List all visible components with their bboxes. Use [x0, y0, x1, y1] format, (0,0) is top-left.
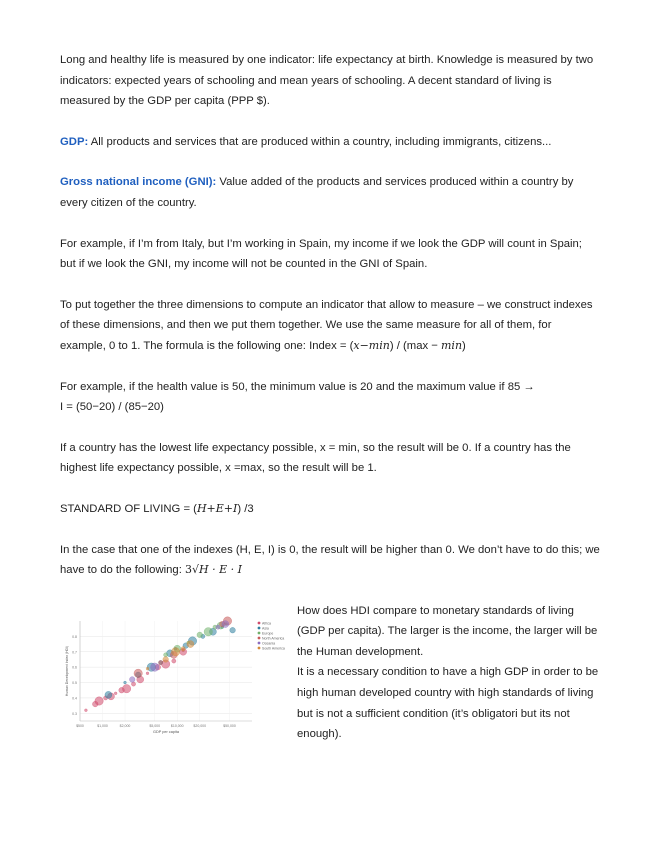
geometric-mean-text: In the case that one of the indexes (H, E, I) is 0, the result will be higher than 0. We don’t have to do this; we have to do the following: — [60, 543, 600, 577]
y-tick-label: 0.6 — [72, 665, 77, 670]
y-axis-label: Human Development Index (HDI) — [65, 645, 69, 696]
paragraph-gdp-gni-example: For example, if I’m from Italy, but I’m working in Spain, my income if we look the GDP will count in Spain; but if we look the GNI, my income will not be counted in the GNI of Spain. — [60, 237, 582, 271]
data-point — [146, 667, 149, 670]
caption-paragraph-2: It is a necessary condition to have a high GDP in order to be high human developed country with high standards of living but is not a sufficient condition (it’s obligatori but its not enough). — [297, 666, 599, 741]
formula-end: ) — [462, 339, 466, 352]
data-point — [216, 625, 220, 629]
data-point — [146, 672, 149, 675]
legend-label: Europe — [262, 630, 274, 635]
data-point — [134, 669, 142, 677]
legend-label: Africa — [262, 620, 271, 625]
y-tick-label: 0.5 — [72, 680, 77, 685]
x-tick-label: $2,000 — [119, 723, 131, 728]
y-tick-label: 0.7 — [72, 649, 77, 654]
data-point — [129, 676, 135, 682]
legend-marker — [258, 636, 261, 639]
paragraph-gdp — [60, 132, 600, 153]
data-point — [114, 692, 117, 695]
figure-row — [60, 601, 600, 751]
standard-of-living-formula: H+E+I — [196, 501, 238, 515]
data-point — [122, 684, 130, 692]
paragraph-gni — [60, 172, 600, 213]
legend-label: South America — [262, 645, 285, 650]
data-point — [105, 691, 112, 698]
gni-definition: Value added of the products and services produced within a country by every citizen of the country. — [60, 176, 574, 209]
y-tick-label: 0.3 — [72, 711, 77, 716]
figure-caption — [297, 601, 600, 745]
data-point — [163, 656, 169, 662]
y-tick-label: 0.8 — [72, 634, 77, 639]
standard-of-living-end: ) /3 — [237, 502, 254, 515]
legend-label: Oceania — [262, 640, 276, 645]
index-formula-text: To put together the three dimensions to compute an indicator that allow to measure – we construct indexes of these dimensions, and then we put them together. We use the same measure for all of them, for example, 0 to 1. The formula is the following one: Index = ( — [60, 298, 593, 352]
data-point — [124, 681, 127, 684]
formula-mid: ) / (max − — [389, 339, 441, 352]
data-point — [95, 696, 103, 704]
data-point — [85, 709, 88, 712]
formula-x-min: x−min — [353, 338, 390, 352]
health-example-line-1: For example, if the health value is 50, the minimum value is 20 and the maximum value if 85 → — [60, 380, 535, 393]
cube-root-symbol: 3√ — [184, 563, 199, 577]
legend-marker — [258, 646, 261, 649]
legend-marker — [258, 621, 261, 624]
legend-label: Asia — [262, 625, 269, 630]
data-point — [197, 632, 203, 638]
data-point — [222, 620, 229, 627]
legend-marker — [258, 631, 261, 634]
paragraph-index-formula — [60, 295, 600, 357]
data-point — [164, 652, 168, 656]
x-tick-label: $1,000 — [97, 723, 108, 728]
legend-marker — [258, 641, 261, 644]
hdi-gdp-scatter-chart — [60, 613, 292, 735]
legend-label: North America — [262, 635, 285, 640]
standard-of-living-label: STANDARD OF LIVING = ( — [60, 502, 197, 515]
data-point — [230, 627, 236, 633]
x-tick-label: $10,000 — [170, 723, 184, 728]
paragraph-geometric-mean — [60, 540, 600, 581]
paragraph-indicators: Long and healthy life is measured by one indicator: life expectancy at birth. Knowledge is measured by two indicators: expected years of schooling and mean years of schooling. A decent standard of living is measured by the GDP per capita (PPP $). — [60, 54, 594, 108]
data-point — [172, 659, 176, 663]
data-point — [151, 663, 159, 671]
paragraph-standard-of-living — [60, 499, 600, 520]
y-tick-label: 0.4 — [72, 696, 77, 701]
legend-marker — [258, 626, 261, 629]
x-tick-label: $500 — [76, 723, 84, 728]
paragraph-health-example — [60, 377, 600, 418]
caption-paragraph-1: How does HDI compare to monetary standards of living (GDP per capita). The larger is the income, the larger will be the Human development. — [297, 604, 598, 658]
paragraph-min-max: If a country has the lowest life expectancy possible, x = min, so the result will be 0. If a country has the highest life expectancy possible, x =max, so the result will be 1. — [60, 441, 571, 475]
document-page — [60, 50, 600, 751]
term-gdp: GDP: — [60, 135, 89, 148]
data-point — [159, 660, 163, 664]
x-tick-label: $50,000 — [223, 723, 236, 728]
x-tick-label: $20,000 — [193, 723, 207, 728]
geometric-mean-formula: H · E · I — [199, 563, 242, 577]
data-point — [171, 647, 179, 655]
term-gni: Gross national income (GNI): — [60, 176, 217, 189]
x-tick-label: $5,000 — [149, 723, 161, 728]
health-example-line-2: I = (50−20) / (85−20) — [60, 401, 164, 414]
gdp-definition: All products and services that are produced within a country, including immigrants, citizens... — [88, 135, 552, 148]
data-point — [181, 646, 185, 650]
data-point — [131, 682, 135, 686]
data-point — [204, 627, 212, 635]
formula-min: min — [441, 338, 463, 352]
x-axis-label: GDP per capita — [153, 729, 179, 734]
data-point — [187, 640, 194, 647]
